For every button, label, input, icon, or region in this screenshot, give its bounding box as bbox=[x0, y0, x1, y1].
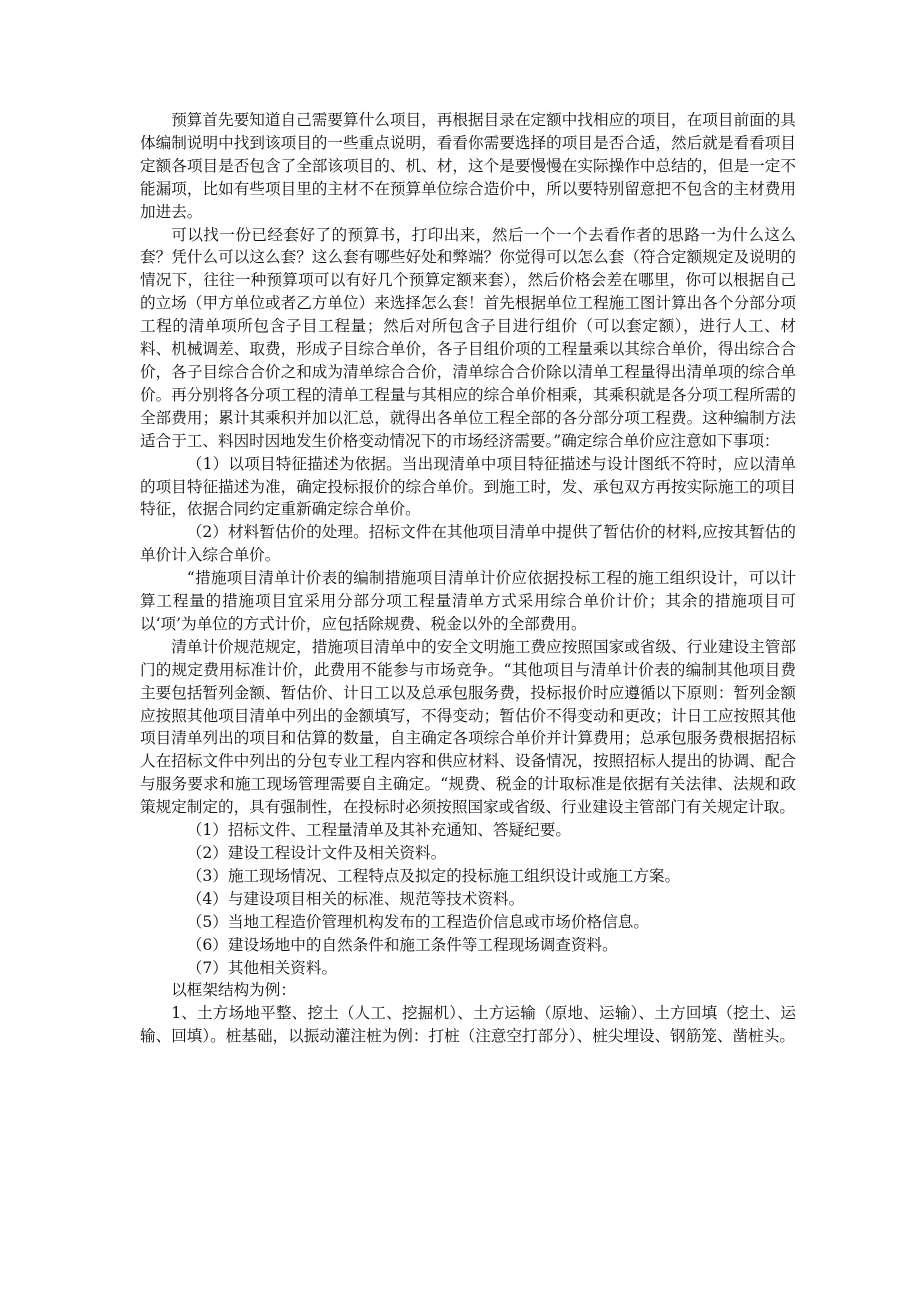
list-item-5: （5）当地工程造价管理机构发布的工程造价信息或市场价格信息。 bbox=[186, 912, 649, 931]
paragraph-earthwork: 1、土方场地平整、挖土（人工、挖掘机）、土方运输（原地、运输）、土方回填（挖土、运输、回填）。桩基础，以振动灌注桩为例：打桩（注意空打部分）、桩尖埋设、钢筋笼、凿桩头。 bbox=[140, 1004, 796, 1046]
list-item-7: （7）其他相关资料。 bbox=[186, 958, 338, 977]
list-item-4: （4）与建设项目相关的标准、规范等技术资料。 bbox=[186, 889, 525, 908]
paragraph-note-1: （1）以项目特征描述为依据。当出现清单中项目特征描述与设计图纸不符时，应以清单的项目特征描述为准，确定投标报价的综合单价。到施工时，发、承包双方再按实际施工的项目特征，依据合同约定重新确定综合单价。 bbox=[140, 454, 796, 519]
paragraph-study-budget-book: 可以找一份已经套好了的预算书，打印出来，然后一个一个去看作者的思路一为什么这么套？凭什么可以这么套？这么套有哪些好处和弊端？你觉得可以怎么套（符合定额规定及说明的情况下，往往一种预算项可以有好几个预算定额来套），然后价格会差在哪里，你可以根据自己的立场（甲方单位或者乙方单位）来选择怎么套！首先根据单位工程施工图计算出各个分部分项工程的清单项所包含子目工程量；然后对所包含子目进行组价（可以套定额），进行人工、材料、机械调差、取费，形成子目综合单价，各子目组价项的工程量乘以其综合单价，得出综合合价，各子目综合合价之和成为清单综合合价，清单综合合价除以清单工程量得出清单项的综合单价。再分别将各分项工程的清单工程量与其相应的综合单价相乘，其乘积就是各分项工程所需的全部费用；累计其乘积并加以汇总，就得出各单位工程全部的各分部分项工程费。这种编制方法适合于工、料因时因地发生价格变动情况下的市场经济需要。”确定综合单价应注意如下事项： bbox=[140, 225, 796, 450]
list-item-3: （3）施工现场情况、工程特点及拟定的投标施工组织设计或施工方案。 bbox=[186, 866, 681, 885]
paragraph-pricing-rules: 清单计价规范规定，措施项目清单中的安全文明施工费应按照国家或省级、行业建设主管部门的规定费用标准计价，此费用不能参与市场竞争。“其他项目与清单计价表的编制其他项目费主要包括暂列金额、暂估价、计日工以及总承包服务费，投标报价时应遵循以下原则：暂列金额应按照其他项目清单中列出的金额填写，不得变动；暂估价不得变动和更改；计日工应按照其他项目清单列出的项目和估算的数量，自主确定各项综合单价并计算费用；总承包服务费根据招标人在招标文件中列出的分包专业工程内容和供应材料、设备情况，按照招标人提出的协调、配合与服务要求和施工现场管理需要自主确定。“规费、税金的计取标准是依据有关法律、法规和政策规定制定的，具有强制性，在投标时必须按照国家或省级、行业建设主管部门有关规定计取。 bbox=[140, 637, 796, 817]
paragraph-budget-intro: 预算首先要知道自己需要算什么项目，再根据目录在定额中找相应的项目，在项目前面的具体编制说明中找到该项目的一些重点说明，看看你需要选择的项目是否合适，然后就是看看项目定额各项目是否包含了全部该项目的、机、材，这个是要慢慢在实际操作中总结的，但是一定不能漏项，比如有些项目里的主材不在预算单位综合造价中，所以要特别留意把不包含的主材费用加进去。 bbox=[140, 111, 796, 221]
list-item-6: （6）建设场地中的自然条件和施工条件等工程现场调查资料。 bbox=[186, 935, 618, 954]
paragraph-note-2: （2）材料暂估价的处理。招标文件在其他项目清单中提供了暂估价的材料,应按其暂估的单价计入综合单价。 bbox=[140, 523, 796, 565]
paragraph-measures-pricing: “措施项目清单计价表的编制措施项目清单计价应依据投标工程的施工组织设计，可以计算工程量的措施项目宜采用分部分项工程量清单方式采用综合单价计价；其余的措施项目可以‘项’为单位的方式计价，应包括除规费、税金以外的全部费用。 bbox=[140, 569, 796, 633]
document-body bbox=[140, 109, 796, 1048]
list-item-1: （1）招标文件、工程量清单及其补充通知、答疑纪要。 bbox=[186, 821, 571, 840]
paragraph-frame-example: 以框架结构为例： bbox=[171, 981, 296, 1000]
list-item-2: （2）建设工程设计文件及相关资料。 bbox=[186, 844, 447, 862]
